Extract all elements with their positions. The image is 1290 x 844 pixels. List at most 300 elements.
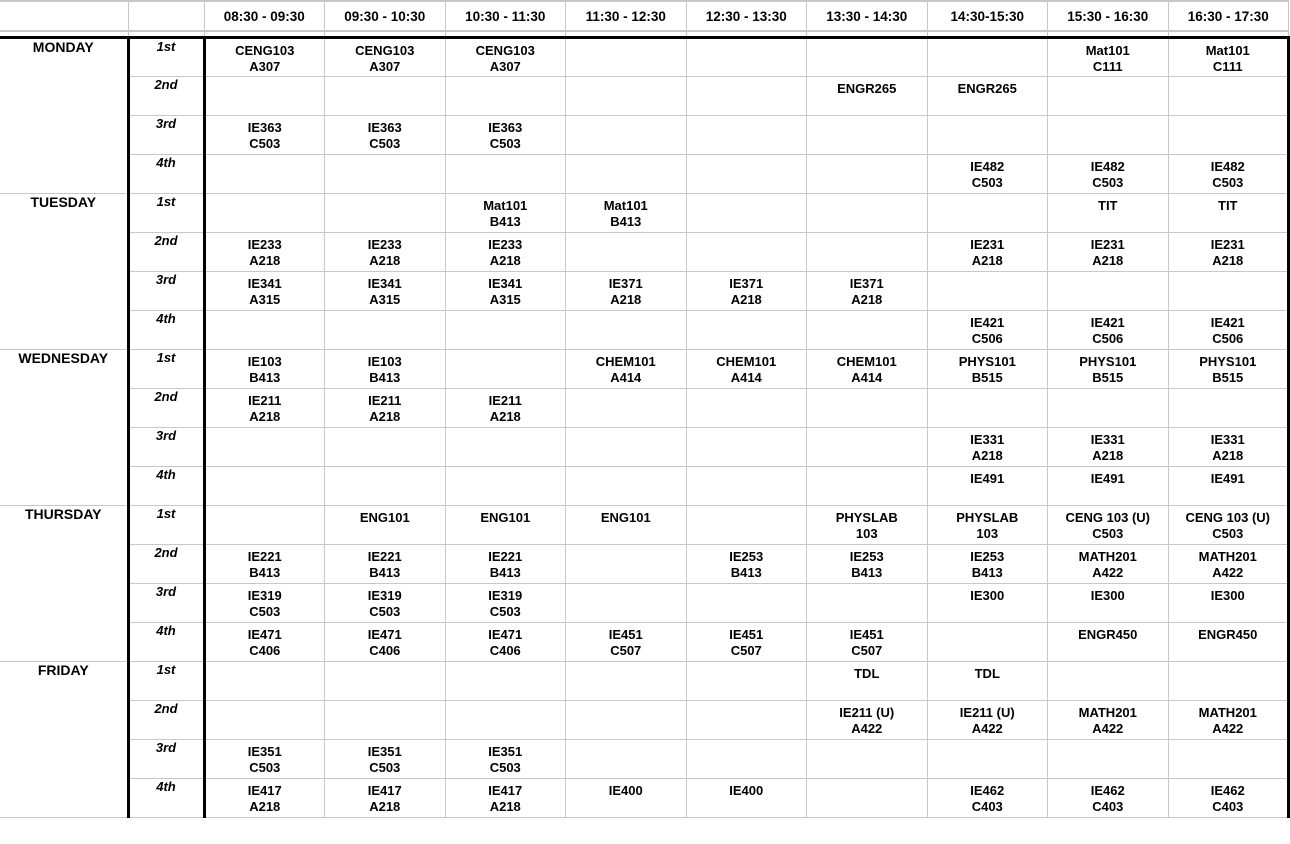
room-number: A218 <box>489 253 521 268</box>
room-number: B515 <box>1212 370 1244 385</box>
course-code: IE233 <box>367 236 402 252</box>
timetable-row <box>0 661 1289 700</box>
timetable-row <box>0 154 1289 193</box>
room-number: A422 <box>1092 565 1124 580</box>
schedule-cell <box>325 232 446 271</box>
corner-cell-period <box>128 1 204 31</box>
schedule-cell-empty <box>566 154 687 193</box>
schedule-cell-empty <box>204 427 325 466</box>
schedule-cell <box>1168 700 1289 739</box>
course-code: IE421 <box>1090 314 1125 330</box>
schedule-cell <box>204 115 325 154</box>
room-number: C403 <box>1212 799 1244 814</box>
room-number: A414 <box>851 370 883 385</box>
schedule-cell <box>1168 466 1289 505</box>
course-code: IE253 <box>970 548 1005 564</box>
schedule-cell-empty <box>204 193 325 232</box>
course-code: IE421 <box>970 314 1005 330</box>
schedule-cell-content <box>1048 779 1168 816</box>
course-code: IE211 <box>368 392 402 408</box>
course-code: PHYS101 <box>1079 353 1137 369</box>
schedule-cell <box>325 544 446 583</box>
schedule-cell <box>445 739 566 778</box>
course-code: IE211 (U) <box>839 704 895 720</box>
schedule-cell <box>1048 505 1169 544</box>
schedule-cell <box>445 622 566 661</box>
room-number: B515 <box>971 370 1003 385</box>
schedule-cell-empty <box>807 310 928 349</box>
course-code: IE319 <box>247 587 282 603</box>
timetable-row <box>0 232 1289 271</box>
schedule-cell <box>1048 427 1169 466</box>
course-code: PHYSLAB <box>835 509 898 525</box>
schedule-cell-content <box>807 272 927 309</box>
time-slot-header: 11:30 - 12:30 <box>566 1 687 31</box>
room-number: B413 <box>730 565 762 580</box>
schedule-cell-empty <box>927 271 1048 310</box>
schedule-cell-content <box>325 779 445 816</box>
room-number: C506 <box>1212 331 1244 346</box>
schedule-cell-empty <box>445 154 566 193</box>
schedule-cell-empty <box>1168 661 1289 700</box>
course-code: CHEM101 <box>595 353 656 369</box>
time-slot-header: 15:30 - 16:30 <box>1048 1 1169 31</box>
course-code: IE451 <box>729 626 764 642</box>
course-code: IE341 <box>367 275 402 291</box>
room-number: C503 <box>249 604 281 619</box>
room-number: A218 <box>1212 253 1244 268</box>
course-code: IE231 <box>1090 236 1125 252</box>
schedule-cell <box>566 271 687 310</box>
schedule-cell-empty <box>325 661 446 700</box>
schedule-cell <box>1168 193 1289 232</box>
schedule-cell-content <box>1048 155 1168 192</box>
schedule-cell-content <box>1048 350 1168 387</box>
corner-cell-day <box>0 1 128 31</box>
schedule-cell <box>445 193 566 232</box>
course-code: ENGR450 <box>1078 626 1138 642</box>
schedule-cell-content <box>928 155 1048 192</box>
course-code: IE363 <box>367 119 402 135</box>
schedule-cell <box>927 154 1048 193</box>
schedule-cell-content <box>928 467 1048 488</box>
schedule-cell-content <box>325 506 445 527</box>
course-code: CHEM101 <box>716 353 777 369</box>
schedule-cell-empty <box>807 37 928 76</box>
course-code: TIT <box>1098 197 1118 213</box>
room-number: A218 <box>610 292 642 307</box>
course-code: IE417 <box>488 782 523 798</box>
course-code: PHYS101 <box>1199 353 1257 369</box>
schedule-cell <box>1168 232 1289 271</box>
schedule-cell <box>1048 310 1169 349</box>
schedule-cell <box>204 778 325 817</box>
course-code: IE462 <box>1090 782 1125 798</box>
schedule-cell <box>204 37 325 76</box>
schedule-cell <box>927 310 1048 349</box>
room-number: C507 <box>730 643 762 658</box>
schedule-cell-content <box>807 623 927 660</box>
room-number: A422 <box>1212 565 1244 580</box>
period-label: 3rd <box>128 271 204 310</box>
schedule-cell <box>807 661 928 700</box>
schedule-cell-empty <box>1048 271 1169 310</box>
schedule-cell <box>1168 37 1289 76</box>
schedule-cell <box>1168 154 1289 193</box>
course-code: CENG103 <box>235 42 295 58</box>
period-label: 1st <box>128 37 204 76</box>
course-code: MATH201 <box>1198 548 1257 564</box>
course-code: ENGR265 <box>837 80 897 96</box>
schedule-cell-content <box>1048 701 1168 738</box>
room-number: C506 <box>1092 331 1124 346</box>
course-code: IE400 <box>729 782 764 798</box>
schedule-cell-content <box>446 39 566 76</box>
schedule-cell-empty <box>1168 271 1289 310</box>
schedule-cell <box>1168 505 1289 544</box>
room-number: C503 <box>369 604 401 619</box>
schedule-cell-content <box>928 662 1048 683</box>
course-code: IE491 <box>1090 470 1125 486</box>
course-code: IE331 <box>1210 431 1245 447</box>
course-code: Mat101 <box>483 197 528 213</box>
schedule-cell-content <box>1169 350 1288 387</box>
schedule-cell-content <box>325 623 445 660</box>
schedule-cell-empty <box>325 76 446 115</box>
timetable-row <box>0 310 1289 349</box>
schedule-cell <box>1048 349 1169 388</box>
schedule-cell-empty <box>1168 388 1289 427</box>
schedule-cell <box>1048 622 1169 661</box>
room-number: A422 <box>1212 721 1244 736</box>
room-number: B413 <box>851 565 883 580</box>
schedule-cell-content <box>206 545 325 582</box>
course-code: IE233 <box>247 236 282 252</box>
schedule-cell-content <box>1169 428 1288 465</box>
schedule-cell-content <box>807 506 927 543</box>
schedule-cell-empty <box>686 37 807 76</box>
schedule-cell-content <box>1169 155 1288 192</box>
schedule-cell <box>566 349 687 388</box>
schedule-cell-content <box>566 506 686 527</box>
room-number: A218 <box>971 448 1003 463</box>
time-slot-header: 08:30 - 09:30 <box>204 1 325 31</box>
schedule-cell-content <box>1169 233 1288 270</box>
room-number: C403 <box>971 799 1003 814</box>
schedule-cell-empty <box>927 37 1048 76</box>
course-code: IE351 <box>488 743 523 759</box>
schedule-cell-content <box>807 545 927 582</box>
schedule-cell-content <box>928 233 1048 270</box>
room-number: C503 <box>1092 526 1124 541</box>
schedule-cell-content <box>206 623 325 660</box>
schedule-cell <box>1168 583 1289 622</box>
schedule-cell <box>1048 193 1169 232</box>
timetable-row <box>0 466 1289 505</box>
schedule-cell <box>1048 154 1169 193</box>
room-number: A218 <box>249 253 281 268</box>
schedule-cell <box>1168 778 1289 817</box>
schedule-cell <box>927 778 1048 817</box>
schedule-cell <box>1168 427 1289 466</box>
schedule-cell-empty <box>325 427 446 466</box>
course-code: Mat101 <box>1085 42 1130 58</box>
schedule-cell-content <box>206 584 325 621</box>
schedule-cell-empty <box>445 76 566 115</box>
day-label-thursday: THURSDAY <box>0 505 128 661</box>
room-number: A307 <box>369 59 401 74</box>
day-label-wednesday: WEDNESDAY <box>0 349 128 505</box>
timetable-body <box>0 37 1289 817</box>
course-code: CHEM101 <box>836 353 897 369</box>
schedule-cell-empty <box>204 661 325 700</box>
room-number: C503 <box>489 136 521 151</box>
schedule-cell-empty <box>445 466 566 505</box>
period-label: 2nd <box>128 76 204 115</box>
schedule-cell-empty <box>807 778 928 817</box>
day-label-tuesday: TUESDAY <box>0 193 128 349</box>
schedule-cell <box>204 622 325 661</box>
schedule-cell-content <box>1048 428 1168 465</box>
schedule-cell-empty <box>686 388 807 427</box>
schedule-cell-content <box>325 116 445 153</box>
schedule-cell <box>445 388 566 427</box>
course-code: IE211 <box>248 392 282 408</box>
schedule-cell-empty <box>1168 76 1289 115</box>
course-code: IE471 <box>488 626 523 642</box>
course-code: ENGR450 <box>1198 626 1258 642</box>
schedule-cell-empty <box>807 466 928 505</box>
room-number: C403 <box>1092 799 1124 814</box>
schedule-cell-content <box>687 272 807 309</box>
course-code: IE351 <box>367 743 402 759</box>
schedule-cell-empty <box>686 661 807 700</box>
schedule-cell <box>566 505 687 544</box>
room-number: C506 <box>971 331 1003 346</box>
schedule-cell-content <box>446 545 566 582</box>
schedule-cell <box>445 271 566 310</box>
schedule-cell-content <box>928 428 1048 465</box>
course-code: IE300 <box>1090 587 1125 603</box>
room-number: A422 <box>851 721 883 736</box>
room-number: A218 <box>489 799 521 814</box>
schedule-cell-content <box>807 77 927 98</box>
course-code: IE341 <box>247 275 282 291</box>
schedule-cell-content <box>325 584 445 621</box>
schedule-cell <box>1048 700 1169 739</box>
room-number: A218 <box>1092 253 1124 268</box>
room-number: A422 <box>971 721 1003 736</box>
schedule-cell-content <box>1048 467 1168 488</box>
schedule-cell-empty <box>807 427 928 466</box>
schedule-cell-content <box>206 116 325 153</box>
course-code: IE233 <box>488 236 523 252</box>
schedule-cell-empty <box>927 622 1048 661</box>
timetable-row <box>0 505 1289 544</box>
schedule-cell <box>927 700 1048 739</box>
schedule-cell-empty <box>204 700 325 739</box>
schedule-cell-content <box>446 506 566 527</box>
schedule-cell-content <box>1048 623 1168 644</box>
room-number: C406 <box>249 643 281 658</box>
course-code: IE363 <box>488 119 523 135</box>
schedule-cell-empty <box>445 661 566 700</box>
schedule-cell-content <box>206 39 325 76</box>
timetable-header <box>0 1 1289 37</box>
schedule-cell-empty <box>807 739 928 778</box>
room-number: C503 <box>1212 526 1244 541</box>
schedule-cell-empty <box>686 505 807 544</box>
schedule-cell-empty <box>1048 115 1169 154</box>
course-code: PHYS101 <box>958 353 1016 369</box>
schedule-cell-empty <box>807 193 928 232</box>
room-number: B413 <box>369 565 401 580</box>
schedule-cell <box>325 115 446 154</box>
course-code: IE482 <box>1210 158 1245 174</box>
course-code: CENG 103 (U) <box>1065 509 1151 525</box>
schedule-cell <box>566 193 687 232</box>
schedule-cell-empty <box>566 739 687 778</box>
timetable-row <box>0 349 1289 388</box>
schedule-cell-content <box>1169 779 1288 816</box>
schedule-cell-content <box>446 272 566 309</box>
timetable-row <box>0 37 1289 76</box>
course-code: IE103 <box>367 353 402 369</box>
course-code: CENG103 <box>475 42 535 58</box>
schedule-cell-empty <box>686 700 807 739</box>
schedule-cell <box>325 271 446 310</box>
schedule-cell-empty <box>445 427 566 466</box>
schedule-cell <box>1168 349 1289 388</box>
room-number: A218 <box>249 799 281 814</box>
schedule-cell-content <box>1169 623 1288 644</box>
course-code: TDL <box>974 665 1000 681</box>
time-slot-header: 09:30 - 10:30 <box>325 1 446 31</box>
room-number: 103 <box>855 526 878 541</box>
course-code: IE371 <box>608 275 643 291</box>
schedule-cell <box>325 388 446 427</box>
schedule-cell <box>1048 466 1169 505</box>
period-label: 2nd <box>128 232 204 271</box>
course-code: PHYSLAB <box>956 509 1019 525</box>
schedule-cell-empty <box>204 310 325 349</box>
schedule-cell <box>1048 37 1169 76</box>
course-code: Mat101 <box>603 197 648 213</box>
schedule-cell-empty <box>566 115 687 154</box>
schedule-cell <box>204 388 325 427</box>
room-number: A218 <box>369 409 401 424</box>
schedule-cell <box>325 778 446 817</box>
course-code: IE221 <box>488 548 523 564</box>
schedule-cell-empty <box>927 115 1048 154</box>
schedule-cell <box>445 232 566 271</box>
course-code: MATH201 <box>1078 704 1137 720</box>
course-code: TIT <box>1218 197 1238 213</box>
room-number: A218 <box>851 292 883 307</box>
schedule-cell-content <box>928 701 1048 738</box>
schedule-cell-empty <box>566 76 687 115</box>
schedule-cell <box>445 778 566 817</box>
schedule-cell-content <box>206 389 325 426</box>
schedule-cell-content <box>446 116 566 153</box>
schedule-cell <box>1048 778 1169 817</box>
course-code: ENG101 <box>600 509 651 525</box>
room-number: A218 <box>249 409 281 424</box>
schedule-cell <box>325 583 446 622</box>
schedule-cell <box>807 505 928 544</box>
schedule-cell <box>686 349 807 388</box>
room-number: B515 <box>1092 370 1124 385</box>
course-code: MATH201 <box>1198 704 1257 720</box>
schedule-cell <box>807 271 928 310</box>
schedule-cell-empty <box>686 76 807 115</box>
schedule-cell-empty <box>204 154 325 193</box>
course-code: IE421 <box>1210 314 1245 330</box>
schedule-cell-content <box>566 272 686 309</box>
schedule-cell-empty <box>1048 76 1169 115</box>
schedule-cell-empty <box>566 310 687 349</box>
period-label: 1st <box>128 505 204 544</box>
schedule-cell <box>445 115 566 154</box>
schedule-cell-empty <box>807 115 928 154</box>
schedule-cell <box>204 739 325 778</box>
schedule-cell-content <box>325 740 445 777</box>
schedule-cell <box>1048 232 1169 271</box>
schedule-cell <box>807 622 928 661</box>
schedule-cell-content <box>325 39 445 76</box>
course-code: IE363 <box>247 119 282 135</box>
period-label: 4th <box>128 154 204 193</box>
time-slot-header: 16:30 - 17:30 <box>1168 1 1289 31</box>
timetable-row <box>0 115 1289 154</box>
course-code: CENG103 <box>355 42 415 58</box>
course-code: IE300 <box>1210 587 1245 603</box>
time-slot-header: 13:30 - 14:30 <box>807 1 928 31</box>
schedule-cell-empty <box>325 310 446 349</box>
schedule-cell <box>807 76 928 115</box>
timetable-row <box>0 544 1289 583</box>
schedule-cell-empty <box>686 739 807 778</box>
room-number: C503 <box>489 760 521 775</box>
schedule-cell <box>1048 583 1169 622</box>
schedule-cell-empty <box>204 466 325 505</box>
room-number: C507 <box>851 643 883 658</box>
room-number: B413 <box>249 565 281 580</box>
course-code: IE319 <box>367 587 402 603</box>
period-label: 1st <box>128 661 204 700</box>
room-number: B413 <box>489 214 521 229</box>
room-number: A307 <box>489 59 521 74</box>
course-code: IE371 <box>849 275 884 291</box>
period-label: 2nd <box>128 700 204 739</box>
schedule-cell-content <box>1048 39 1168 76</box>
schedule-cell-empty <box>445 310 566 349</box>
course-code: IE462 <box>1210 782 1245 798</box>
schedule-cell <box>445 505 566 544</box>
room-number: A315 <box>489 292 521 307</box>
schedule-cell-empty <box>807 154 928 193</box>
schedule-cell-content <box>1169 701 1288 738</box>
schedule-cell <box>325 505 446 544</box>
course-code: IE371 <box>729 275 764 291</box>
schedule-cell <box>927 232 1048 271</box>
schedule-cell <box>927 349 1048 388</box>
schedule-cell-empty <box>325 193 446 232</box>
schedule-cell <box>686 622 807 661</box>
schedule-cell <box>325 622 446 661</box>
timetable-row <box>0 739 1289 778</box>
course-code: IE231 <box>970 236 1005 252</box>
